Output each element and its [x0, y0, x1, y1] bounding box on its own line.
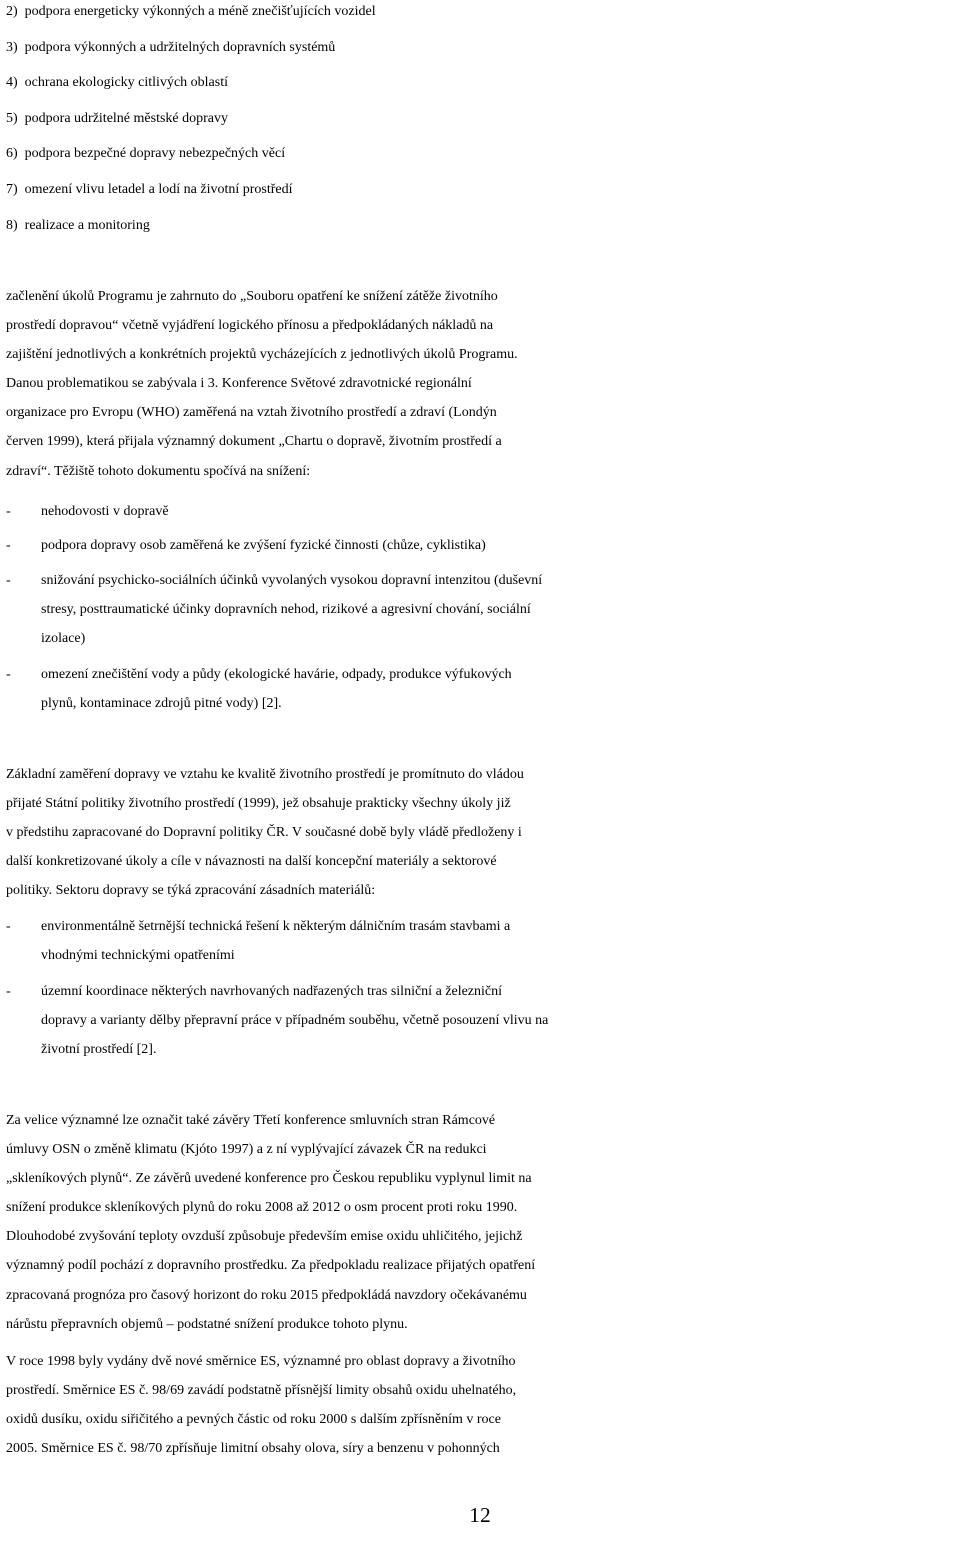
text-line: prostředí dopravou“ včetně vyjádření logického přínosu a předpokládaných nákladů na [6, 318, 494, 334]
text-line: významný podíl pochází z dopravního prostředku. Za předpokladu realizace přijatých opatření [6, 1258, 536, 1274]
dash-list-priorities-3 [6, 566, 958, 653]
text-line: červen 1999), která přijala významný dokument „Chartu o dopravě, životním prostředí a [6, 434, 502, 450]
list-item [6, 977, 958, 1006]
list-item-text: nehodovosti v dopravě [41, 504, 169, 519]
text-line: Danou problematikou se zabývala i 3. Konference Světové zdravotnické regionální [6, 376, 472, 392]
list-item: 4) ochrana ekologicky citlivých oblastí [6, 75, 228, 91]
text-line: zpracovaná prognóza pro časový horizont do roku 2015 předpokládá navzdory očekávanému [6, 1287, 527, 1303]
list-item: 3) podpora výkonných a udržitelných dopravních systémů [6, 39, 336, 55]
list-item: 7) omezení vlivu letadel a lodí na životní prostředí [6, 181, 293, 197]
text-line: oxidů dusíku, oxidu siřičitého a pevných částic od roku 2000 s dalším zpřísněním v roce [6, 1412, 501, 1428]
list-item-text: izolace) [41, 631, 86, 647]
dash-list-priorities-2 [6, 531, 958, 560]
paragraph-transport-policy [6, 760, 958, 905]
text-line: zajištění jednotlivých a konkrétních projektů vycházejících z jednotlivých úkolů Programu. [6, 347, 518, 363]
list-dash: - [6, 984, 11, 999]
text-line: „skleníkových plynů“. Ze závěrů uvedené konference pro Českou republiku vyplynul limit na [6, 1171, 532, 1187]
paragraph-eu-directives [6, 1347, 958, 1463]
list-item-continuation [6, 941, 958, 970]
list-item: 8) realizace a monitoring [6, 217, 150, 233]
list-item [6, 660, 958, 689]
list-dash: - [6, 504, 11, 519]
paragraph-kyoto [6, 1106, 958, 1339]
list-item-continuation [6, 1006, 958, 1035]
list-item-text: stresy, posttraumatické účinky dopravních nehod, rizikové a agresivní chování, sociální [41, 602, 531, 618]
list-item-text: dopravy a varianty dělby přepravní práce v případném souběhu, včetně posouzení vlivu na [41, 1013, 549, 1029]
dash-list-priorities [6, 497, 958, 526]
page-number: 12 [469, 1503, 491, 1527]
list-dash: - [6, 667, 11, 682]
list-item: 2) podpora energeticky výkonných a méně znečišťujících vozidel [6, 4, 376, 19]
list-item [6, 497, 958, 526]
text-line: nárůstu přepravních objemů – podstatné snížení produkce tohoto plynu. [6, 1316, 408, 1332]
text-line: 2005. Směrnice ES č. 98/70 zpřísňuje limitní obsahy olova, síry a benzenu v pohonných [6, 1441, 500, 1457]
list-item [6, 531, 958, 560]
text-line: další konkretizované úkoly a cíle v návaznosti na další koncepční materiály a sektorové [6, 854, 497, 870]
list-item-text: územní koordinace některých navrhovaných nadřazených tras silniční a železniční [41, 984, 503, 999]
text-line: úmluvy OSN o změně klimatu (Kjóto 1997) a z ní vyplývající závazek ČR na redukci [6, 1142, 487, 1158]
dash-list-materials [6, 912, 958, 970]
list-item [6, 912, 958, 941]
list-item-text: environmentálně šetrnější technická řešení k některým dálničním trasám stavbami a [41, 919, 511, 934]
paragraph-program-tasks [6, 282, 958, 486]
text-line: v předstihu zapracované do Dopravní politiky ČR. V současné době byly vládě předloženy i [6, 825, 522, 841]
text-line: začlenění úkolů Programu je zahrnuto do „Souboru opatření ke snížení zátěže životního [6, 289, 498, 304]
text-line: snížení produkce skleníkových plynů do roku 2008 až 2012 o osm procent proti roku 1990. [6, 1200, 518, 1216]
text-line: prostředí. Směrnice ES č. 98/69 zavádí podstatně přísnější limity obsahů oxidu uhelnatého, [6, 1383, 517, 1399]
list-item-text: podpora dopravy osob zaměřená ke zvýšení fyzické činnosti (chůze, cyklistika) [41, 538, 486, 553]
text-line: přijaté Státní politiky životního prostředí (1999), jež obsahuje prakticky všechny úkoly již [6, 796, 511, 812]
list-item-continuation [6, 689, 958, 718]
list-item-text: životní prostředí [2]. [41, 1042, 157, 1058]
list-dash: - [6, 919, 11, 934]
text-line: zdraví“. Těžiště tohoto dokumentu spočívá na snížení: [6, 463, 311, 479]
list-dash: - [6, 538, 11, 553]
list-item-text: snižování psychicko-sociálních účinků vyvolaných vysokou dopravní intenzitou (duševní [41, 573, 543, 588]
text-line: politiky. Sektoru dopravy se týká zpracování zásadních materiálů: [6, 883, 376, 899]
list-item [6, 566, 958, 595]
list-item-text: vhodnými technickými opatřeními [41, 948, 235, 964]
text-line: organizace pro Evropu (WHO) zaměřená na vztah životního prostředí a zdraví (Londýn [6, 405, 497, 421]
list-item-text: omezení znečištění vody a půdy (ekologické havárie, odpady, produkce výfukových [41, 667, 512, 682]
list-item-continuation [6, 624, 958, 653]
list-item-text: plynů, kontaminace zdrojů pitné vody) [2]. [41, 696, 282, 712]
list-dash: - [6, 573, 11, 588]
text-line: Za velice významné lze označit také závěry Třetí konference smluvních stran Rámcové [6, 1113, 496, 1128]
dash-list-materials-2 [6, 977, 958, 1064]
list-item: 6) podpora bezpečné dopravy nebezpečných věcí [6, 146, 286, 162]
text-line: V roce 1998 byly vydány dvě nové směrnice ES, významné pro oblast dopravy a životního [6, 1354, 516, 1369]
list-item: 5) podpora udržitelné městské dopravy [6, 110, 228, 126]
list-item-continuation [6, 595, 958, 624]
numbered-list [6, 0, 958, 243]
text-line: Dlouhodobé zvyšování teploty ovzduší způsobuje především emise oxidu uhličitého, jejichž [6, 1229, 523, 1245]
list-item-continuation [6, 1035, 958, 1064]
text-line: Základní zaměření dopravy ve vztahu ke kvalitě životního prostředí je promítnuto do vládou [6, 767, 524, 782]
dash-list-priorities-4 [6, 660, 958, 718]
